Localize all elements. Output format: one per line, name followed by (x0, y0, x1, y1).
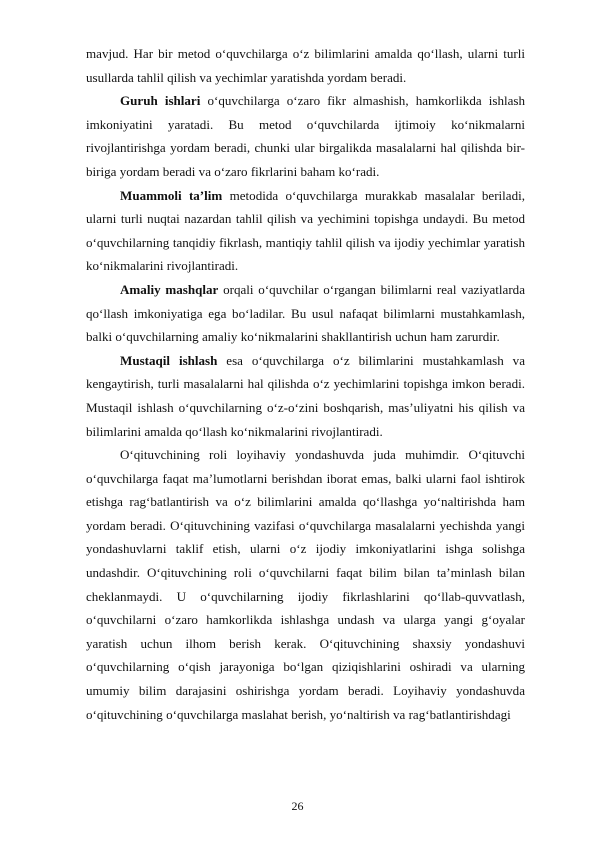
paragraph-2 (86, 89, 525, 183)
paragraph-3 (86, 184, 525, 278)
paragraph-6 (86, 443, 525, 726)
paragraph-5 (86, 349, 525, 443)
paragraph-1 (86, 42, 525, 89)
paragraph-6-text: O‘qituvchining roli loyihaviy yondashuvda juda muhimdir. O‘qituvchi o‘quvchilarga faqat ma’lumotlarni berishdan iborat emas, balki ularni faol ishtirok etishga rag‘batlantirish va o‘z bilimlarini amalda qo‘llashga yo‘naltirishda ham yordam beradi. O‘qituvchining vazifasi o‘quvchilarga masalalarni yechishda yangi yondashuvlarni taklif etish, ularni o‘z ijodiy imkoniyatlarini ishga solishga undashdir. O‘qituvchining roli o‘quvchilarni faqat bilim bilan ta’minlash bilan cheklanmaydi. U o‘quvchilarning ijodiy fikrlashlarini qo‘llab-quvvatlash, o‘quvchilarni o‘zaro hamkorlikda ishlashga undash va ularga yangi g‘oyalar yaratish uchun ilhom berish kerak. O‘qituvchining shaxsiy yondashuvi o‘quvchilarning o‘qish jarayoniga bo‘lgan qiziqishlarini oshiradi va ularning umumiy bilim darajasini oshirishga yordam beradi. Loyihaviy yondashuvda o‘qituvchining o‘quvchilarga maslahat berish, yo‘naltirish va rag‘batlantirishdagi (86, 447, 525, 722)
paragraph-4-lead: Amaliy mashqlar (120, 281, 219, 297)
paragraph-2-lead: Guruh ishlari (120, 93, 201, 109)
paragraph-3-text: metodida o‘quvchilarga murakkab masalalar beriladi, ularni turli nuqtai nazardan tahlil qilish va yechimini topishga undaydi. Bu metod o‘quvchilarning tanqidiy fikrlash, mantiqiy tahlil qilish va ijodiy yechimlar yaratish ko‘nikmalarini rivojlantiradi. (86, 187, 525, 274)
paragraph-1-text: mavjud. Har bir metod o‘quvchilarga o‘z bilimlarini amalda qo‘llash, ularni turli usullarda tahlil qilish va yechimlar yaratishda yordam beradi. (86, 46, 525, 85)
paragraph-3-lead: Muammoli ta’lim (120, 187, 223, 203)
paragraph-5-text: esa o‘quvchilarga o‘z bilimlarini mustahkamlash va kengaytirish, turli masalalarni hal qilishda o‘z yechimlarini topishga imkon beradi. Mustaqil ishlash o‘quvchilarning o‘z-o‘zini boshqarish, mas’uliyatni his qilish va bilimlarini amalda qo‘llash ko‘nikmalarini rivojlantiradi. (86, 352, 525, 439)
document-body (86, 42, 525, 726)
paragraph-5-lead: Mustaqil ishlash (120, 352, 218, 368)
page-number: 26 (291, 799, 304, 813)
paragraph-2-text: o‘quvchilarga o‘zaro fikr almashish, hamkorlikda ishlash imkoniyatini yaratadi. Bu metod o‘quvchilarda ijtimoiy ko‘nikmalarni rivojlantirishga yordam beradi, chunki ular birgalikda masalalarni hal qilishda bir-biriga yordam beradi va o‘zaro fikrlarini baham ko‘radi. (86, 93, 525, 179)
paragraph-4 (86, 278, 525, 349)
paragraph-4-text: orqali o‘quvchilar o‘rgangan bilimlarni real vaziyatlarda qo‘llash imkoniyatiga ega bo‘ladilar. Bu usul nafaqat bilimlarni mustahkamlash, balki o‘quvchilarning amaliy ko‘nikmalarini shakllantirish uchun ham zarurdir. (86, 281, 525, 345)
